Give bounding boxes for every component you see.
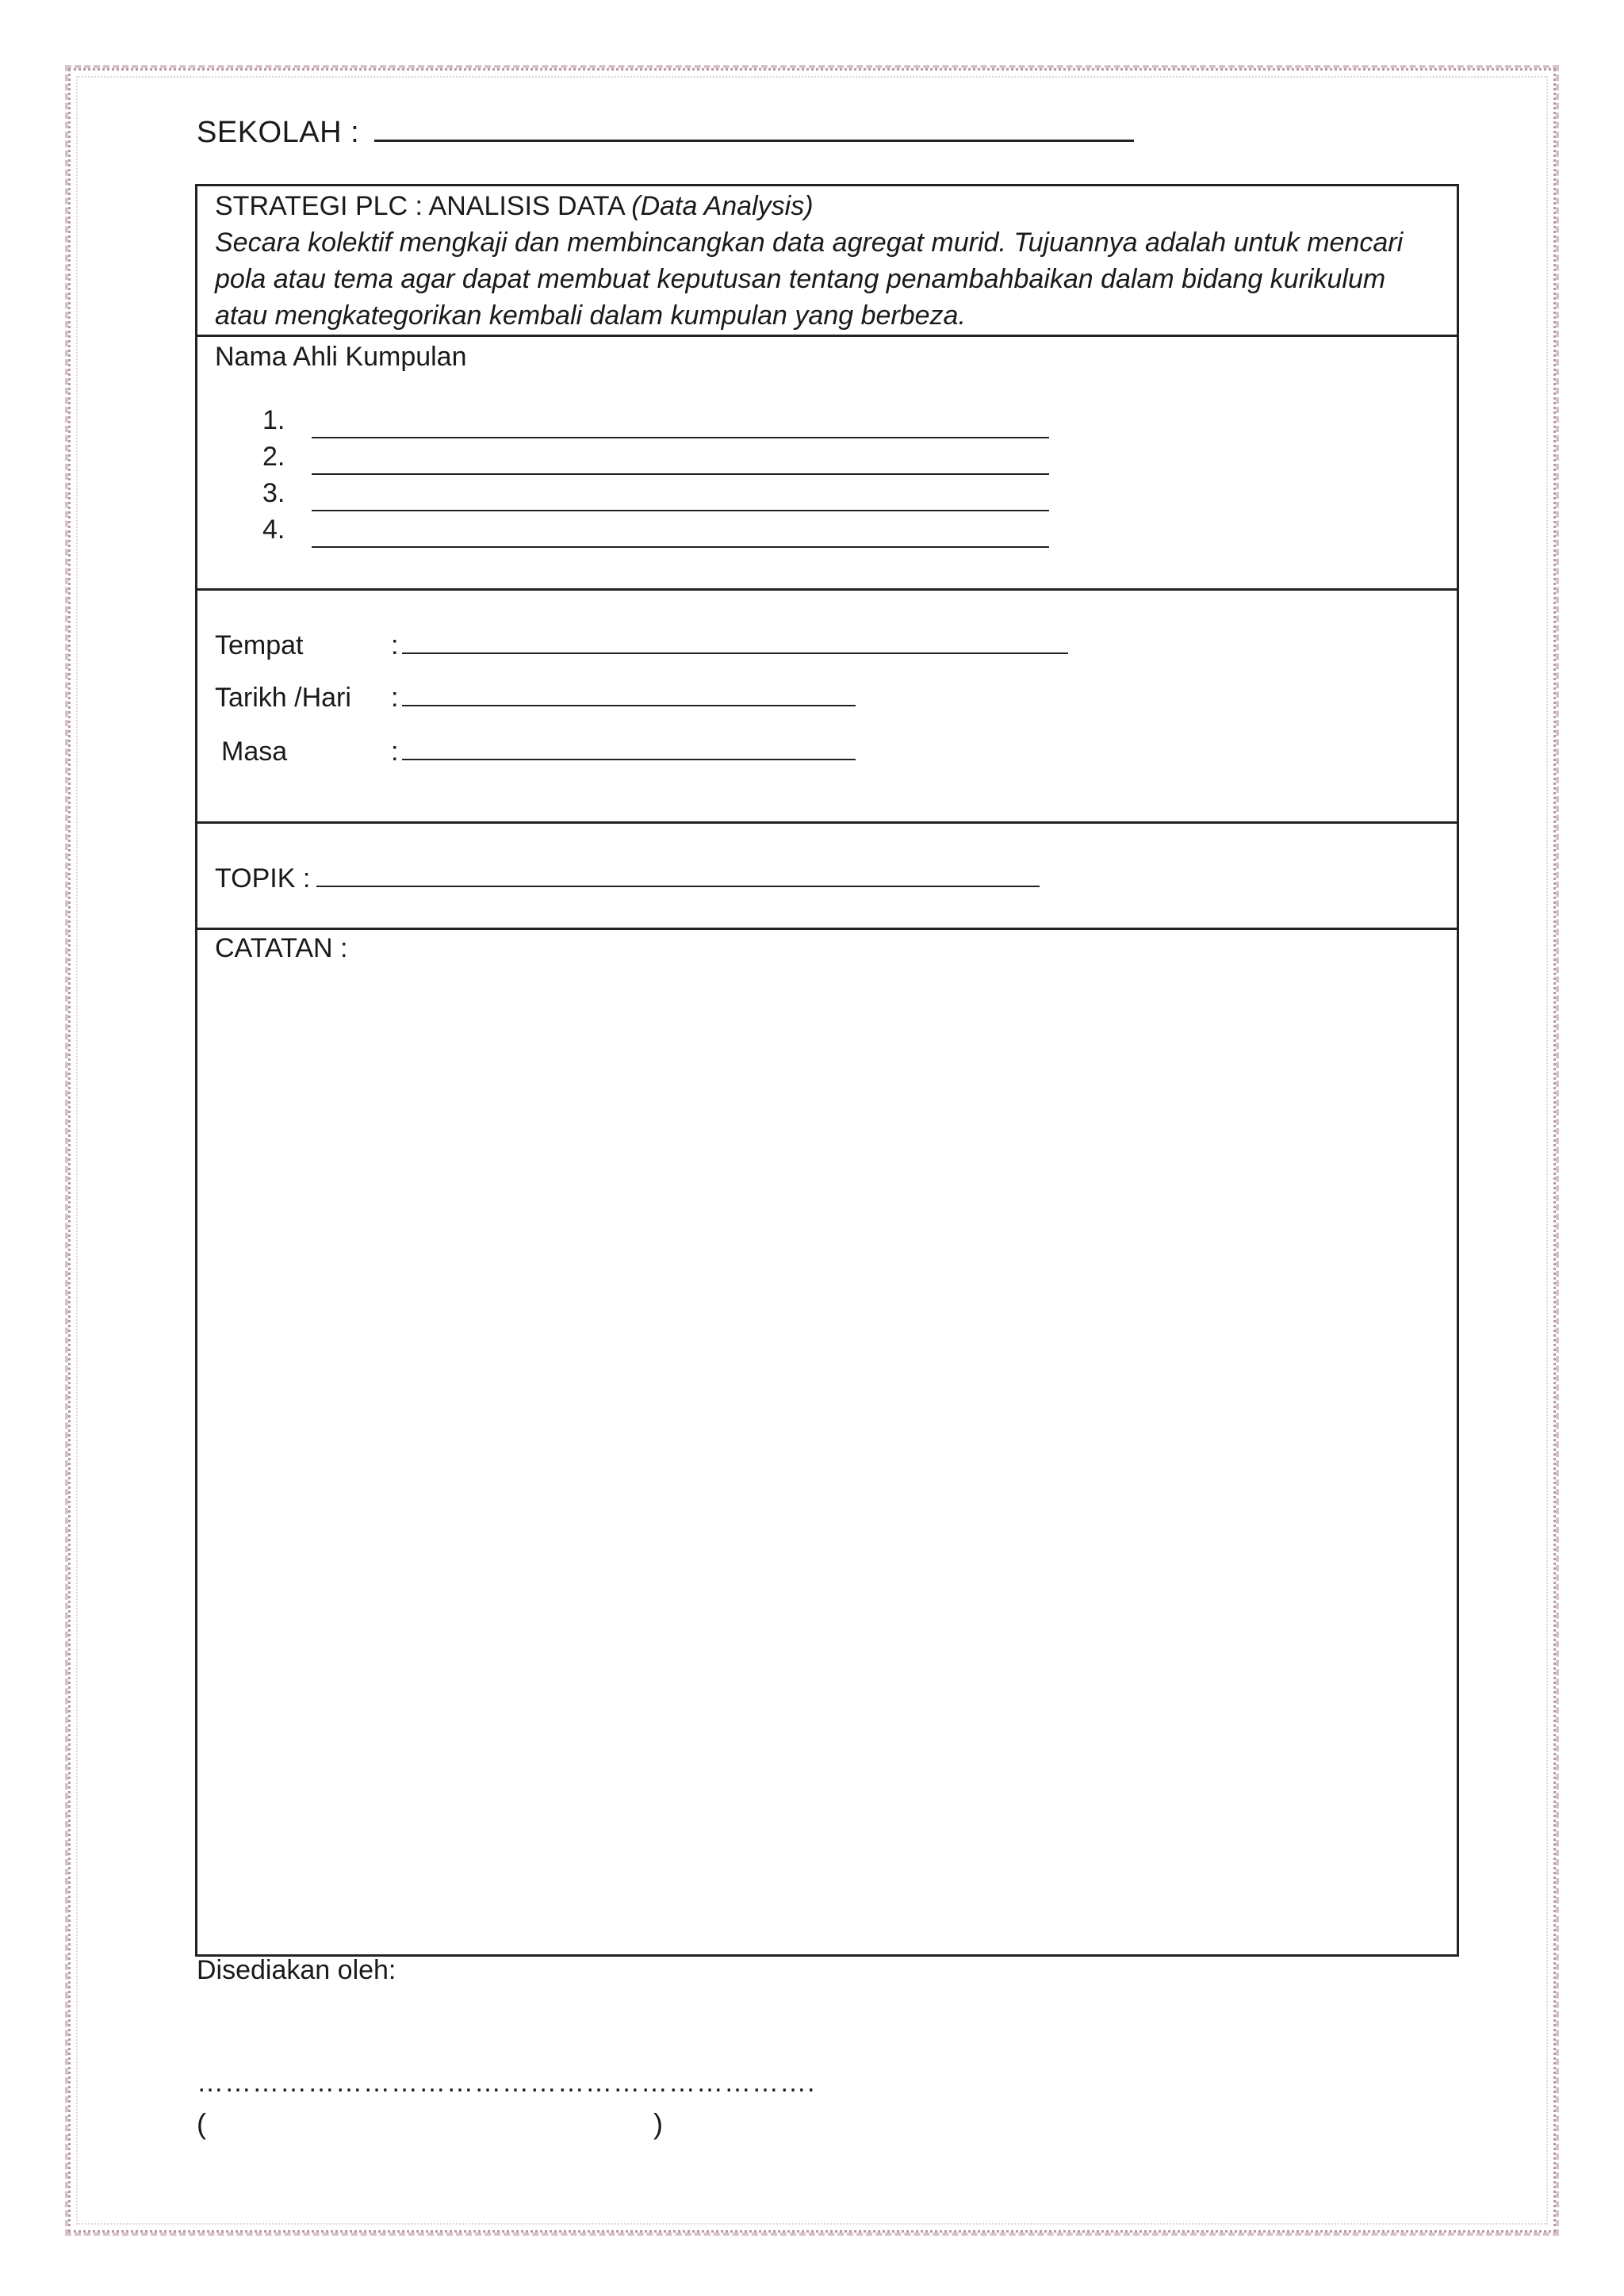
date-colon: : [391, 683, 399, 713]
topic-row [197, 824, 1457, 930]
member-item [262, 402, 1049, 438]
strategy-row [197, 186, 1457, 337]
school-blank-line[interactable] [374, 116, 1134, 142]
time-colon: : [391, 737, 399, 767]
topic-field [215, 859, 1040, 897]
strategy-title-english: (Data Analysis) [631, 191, 814, 221]
date-blank-line[interactable] [402, 678, 856, 706]
place-label: Tempat [215, 630, 304, 660]
member-blank-line[interactable] [312, 481, 1049, 511]
member-number: 2. [262, 442, 285, 472]
time-blank-line[interactable] [402, 732, 856, 760]
strategy-description: Secara kolektif mengkaji dan membincangkan data agregat murid. Tujuannya adalah untuk mencari pola atau tema agar dapat membuat keputusan tentang penambahbaikan dalam bidang kurikulum atau mengkategorikan kembali dalam kumpulan yang berbeza. [215, 228, 1404, 331]
members-title: Nama Ahli Kumpulan [215, 342, 467, 372]
member-blank-line[interactable] [312, 445, 1049, 475]
member-item [262, 438, 1049, 475]
members-list [262, 402, 1049, 548]
member-blank-line[interactable] [312, 518, 1049, 548]
school-label: SEKOLAH : [197, 116, 360, 149]
place-colon: : [391, 630, 399, 660]
date-field [215, 678, 856, 716]
details-row [197, 591, 1457, 824]
place-blank-line[interactable] [402, 626, 1068, 654]
date-label: Tarikh /Hari [215, 683, 351, 713]
member-blank-line[interactable] [312, 408, 1049, 438]
member-item [262, 511, 1049, 548]
topic-label: TOPIK : [215, 863, 311, 894]
member-number: 3. [262, 478, 285, 508]
time-label: Masa [221, 737, 288, 767]
strategy-title-prefix: STRATEGI PLC : ANALISIS DATA [215, 191, 632, 221]
name-paren-open: ( [197, 2107, 206, 2140]
member-number: 1. [262, 405, 285, 435]
prepared-by-label: Disediakan oleh: [197, 1955, 396, 1985]
strategy-title [215, 188, 814, 224]
member-item [262, 475, 1049, 511]
signature-line[interactable]: …………………………………………………………. [197, 2068, 816, 2098]
name-paren-close: ) [653, 2107, 663, 2140]
notes-label: CATATAN : [215, 933, 348, 963]
members-row [197, 337, 1457, 591]
place-field [215, 626, 1068, 664]
school-field [197, 116, 1148, 150]
notes-row[interactable] [197, 930, 1457, 1954]
member-number: 4. [262, 515, 285, 545]
time-field [221, 732, 856, 770]
topic-blank-line[interactable] [316, 859, 1040, 887]
plc-form-table [195, 184, 1459, 1957]
